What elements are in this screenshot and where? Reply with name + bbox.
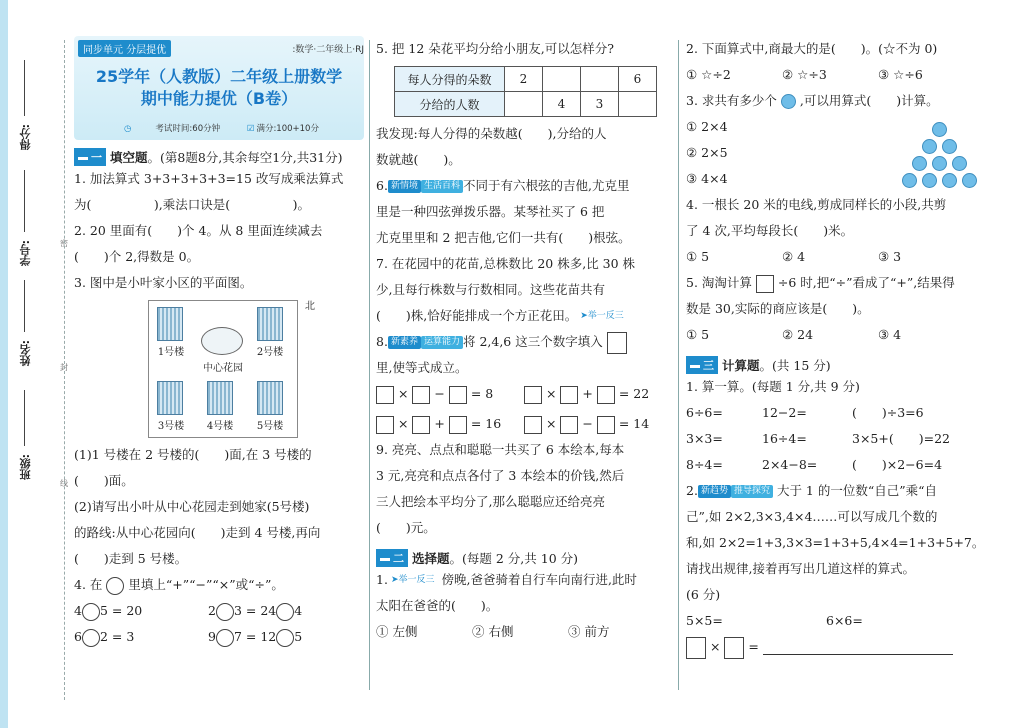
q9-line1: 9. 亮亮、点点和聪聪一共买了 6 本绘本,每本 (376, 442, 625, 457)
number-blank[interactable] (524, 416, 542, 434)
q9-line4[interactable]: ( )元。 (376, 520, 436, 535)
option-3[interactable]: ③ 3 (878, 249, 902, 264)
section-2-desc: 。(每题 2 分,共 10 分) (449, 551, 578, 566)
q1-line2[interactable]: 为( ),乘法口诀是( )。 (74, 197, 310, 212)
table-cell[interactable] (505, 92, 543, 117)
k2-line2: 己”,如 2×2,3×3,4×4……可以写成几个数的 (686, 509, 938, 524)
c3-option-2[interactable]: ② 2×5 (686, 145, 728, 160)
c1-line2[interactable]: 太阳在爸爸的( )。 (376, 598, 499, 613)
circle-icon (922, 173, 937, 188)
c2-options (686, 62, 986, 88)
circle-icon (932, 122, 947, 137)
new-trend-tag: 新趋势 (698, 485, 731, 498)
score-line (24, 60, 25, 116)
q6-line3[interactable]: 尤克里里和 2 把吉他,它们一共有( )根弦。 (376, 230, 631, 245)
k2-examples (686, 608, 986, 634)
q5-line3[interactable]: 数就越( )。 (376, 152, 461, 167)
q8-equations-row2: × + = 16 × − = 14 (376, 411, 670, 437)
number-blank[interactable] (376, 416, 394, 434)
circle-icon (952, 156, 967, 171)
box-icon (607, 332, 627, 354)
exam-meta (124, 122, 343, 134)
exam-score: 满分:100+10分 (256, 124, 319, 134)
circle-icon (922, 139, 937, 154)
margin-color-bar (0, 0, 8, 728)
subject-grade-label: :数学·二年级上·RJ (292, 45, 364, 55)
c4-options (686, 244, 986, 270)
number-blank[interactable] (449, 416, 467, 434)
c4-line2[interactable]: 了 4 次,平均每段长( )米。 (686, 223, 854, 238)
bind-mark-line: 线 (60, 479, 68, 488)
circle-icon (942, 173, 957, 188)
q6-line2: 里是一种四弦弹拨乐器。某琴社买了 6 把 (376, 204, 605, 219)
bind-mark-close: 封 (60, 363, 68, 372)
number-blank[interactable] (597, 416, 615, 434)
circle-icon (962, 173, 977, 188)
calc-item[interactable]: 2×4−8= (762, 457, 818, 472)
row1-header: 每人分得的朵数 (395, 67, 505, 92)
central-garden-icon (201, 327, 243, 355)
operator-blank[interactable] (276, 629, 294, 647)
number-blank[interactable] (524, 386, 542, 404)
binding-dash-line (64, 40, 65, 700)
section-3-title: 计算题 (722, 358, 760, 373)
number-blank[interactable] (560, 386, 578, 404)
building-5-icon (257, 381, 283, 415)
k2-line1: 2. 新趋势 推导探究 大于 1 的一位数“自己”乘“自 (686, 483, 938, 498)
c3-option-3[interactable]: ③ 4×4 (686, 171, 728, 186)
circle-icon (781, 94, 796, 109)
calc-item[interactable]: 3×5+( )=22 (852, 431, 950, 446)
q8-equations-row1: × − = 8 × + = 22 (376, 381, 670, 407)
option-1[interactable]: ① 5 (686, 327, 710, 342)
bind-mark-seal: 密 (60, 239, 68, 248)
operator-blank[interactable] (276, 603, 294, 621)
section-3-desc: 。(共 15 分) (759, 358, 831, 373)
option-2[interactable]: ② ☆÷3 (782, 67, 827, 82)
building-2-icon (257, 307, 283, 341)
q5-line2[interactable]: 我发现:每人分得的朵数越( ),分给的人 (376, 126, 607, 141)
exam-time: 考试时间:60分钟 (155, 124, 221, 134)
operator-blank[interactable] (216, 629, 234, 647)
derive-explore-tag: 推导探究 (731, 485, 773, 498)
student-id-line[interactable] (24, 170, 25, 232)
table-cell[interactable]: 6 (619, 67, 657, 92)
q4-row2: 6 2 = 3 9 7 = 12 5 (74, 624, 364, 650)
q8-line1: 8. 新素养 运算能力 将 2,4,6 这三个数字填入 (376, 329, 670, 355)
calc-item[interactable]: 12−2= (762, 405, 807, 420)
student-id-label: 学号: (19, 240, 32, 267)
q3-sub2-line1: (2)请写出小叶从中心花园走到她家(5号楼) (74, 499, 310, 514)
option-2[interactable]: ② 24 (782, 327, 814, 342)
k2-line5: (6 分) (686, 587, 721, 602)
section-1-desc: 。(第8题8分,其余每空1分,共31分) (147, 150, 343, 165)
q9-line3: 三人把绘本平均分了,那么聪聪应还给亮亮 (376, 494, 605, 509)
dash-icon (690, 365, 700, 368)
q3-sub2-line3[interactable]: ( )走到 5 号楼。 (74, 551, 188, 566)
c1-line1: 1. ➤举一反三 傍晚,爸爸骑着自行车向南行进,此时 (376, 572, 637, 587)
c5-line2[interactable]: 数是 30,实际的商应该是( )。 (686, 301, 870, 316)
building-1-label: 1号楼 (157, 347, 185, 358)
c1-options (376, 619, 670, 645)
building-5-label: 5号楼 (256, 421, 284, 432)
class-line[interactable] (24, 390, 25, 446)
section-3-heading (686, 356, 986, 374)
life-encyclopedia-tag: 生活百科 (421, 180, 463, 193)
table-row (395, 67, 657, 92)
q5-line1: 5. 把 12 朵花平均分给小朋友,可以怎样分? (376, 41, 614, 56)
binding-margin (0, 0, 60, 728)
c5-line1: 5. 淘淘计算 ÷6 时,把“÷”看成了“+”,结果得 (686, 270, 986, 296)
option-1[interactable]: ① ☆÷2 (686, 67, 731, 82)
k1-row2 (686, 426, 986, 452)
q1-line1: 1. 加法算式 3+3+3+3+3=15 改写成乘法算式 (74, 171, 344, 186)
k2-line4: 请找出规律,接着再写出几道这样的算式。 (686, 561, 915, 576)
section-1-heading (74, 148, 364, 166)
central-garden-label: 中心花园 (203, 363, 243, 374)
option-2[interactable]: ② 4 (782, 249, 806, 264)
circle-icon (932, 156, 947, 171)
q3-sub2-line2[interactable]: 的路线:从中心花园向( )走到 4 号楼,再向 (74, 525, 321, 540)
clock-icon: ◷ (124, 124, 132, 134)
q7-line2: 少,且每行株数与行数相同。这些花苗共有 (376, 282, 605, 297)
section-2-badge: 二 (376, 549, 408, 567)
operator-blank[interactable] (82, 603, 100, 621)
operator-blank[interactable] (82, 629, 100, 647)
q9-line2: 3 元,亮亮和点点各付了 3 本绘本的价钱,然后 (376, 468, 625, 483)
building-3-icon (157, 381, 183, 415)
unit-tag: 同步单元 分层提优 (78, 40, 171, 57)
dash-icon (380, 558, 390, 561)
section-1-badge: 一 (74, 148, 106, 166)
k1-row3 (686, 452, 986, 478)
number-blank[interactable] (376, 386, 394, 404)
option-1[interactable]: ① 左侧 (376, 624, 418, 639)
c4-line1: 4. 一根长 20 米的电线,剪成同样长的小段,共剪 (686, 197, 947, 212)
k2-answer-row: × = (686, 634, 986, 660)
table-cell[interactable]: 3 (581, 92, 619, 117)
q4-row1: 4 5 = 20 2 3 = 24 4 (74, 598, 364, 624)
c5-options (686, 322, 986, 348)
exam-title-line2: 期中能力提优（B卷） (140, 89, 298, 108)
building-1-icon (157, 307, 183, 341)
north-label: 北 (305, 301, 315, 312)
class-label: 班级: (19, 454, 32, 481)
column-divider-1 (369, 40, 370, 690)
calc-item[interactable]: 16÷4= (762, 431, 807, 446)
column-2 (376, 36, 670, 645)
calc-item[interactable]: 6×6= (826, 613, 863, 628)
number-blank[interactable] (560, 416, 578, 434)
calc-item[interactable]: 3×3= (686, 431, 723, 446)
building-4-label: 4号楼 (206, 421, 234, 432)
number-blank[interactable] (597, 386, 615, 404)
table-cell[interactable] (619, 92, 657, 117)
calc-item[interactable]: ( )÷3=6 (852, 405, 924, 420)
number-blank[interactable] (412, 416, 430, 434)
q2-line1[interactable]: 2. 20 里面有( )个 4。从 8 里面连续减去 (74, 223, 323, 238)
calc-item[interactable]: 8÷4= (686, 457, 723, 472)
column-divider-2 (678, 40, 679, 690)
c3-line1[interactable]: 3. 求共有多少个 ,可以用算式( )计算。 (686, 93, 939, 108)
table-cell[interactable] (581, 67, 619, 92)
q8-line2: 里,使等式成立。 (376, 360, 468, 375)
c2-line1[interactable]: 2. 下面算式中,商最大的是( )。(☆不为 0) (686, 41, 938, 56)
calc-ability-tag: 运算能力 (421, 336, 463, 349)
box-icon (756, 275, 774, 293)
number-blank[interactable] (412, 386, 430, 404)
k2-line3: 和,如 2×2=1+3,3×3=1+3+5,4×4=1+3+5+7。 (686, 535, 985, 550)
dash-icon (78, 157, 88, 160)
name-label: 姓名: (19, 340, 32, 367)
name-line[interactable] (24, 280, 25, 332)
new-context-tag: 新情境 (388, 180, 421, 193)
section-3-badge: 三 (686, 356, 718, 374)
table-row (395, 92, 657, 117)
section-1-title: 填空题 (110, 150, 148, 165)
row2-header: 分给的人数 (395, 92, 505, 117)
flower-distribution-table (394, 66, 657, 117)
calc-item[interactable]: 6÷6= (686, 405, 723, 420)
circle-icon (912, 156, 927, 171)
option-3[interactable]: ③ ☆÷6 (878, 67, 923, 82)
option-2[interactable]: ② 右侧 (472, 624, 514, 639)
q4-instruction: 4. 在 里填上“+”“−”“×”或“÷”。 (74, 572, 364, 598)
section-2-title: 选择题 (412, 551, 450, 566)
option-1[interactable]: ① 5 (686, 249, 710, 264)
building-2-label: 2号楼 (256, 347, 284, 358)
extend-practice-tag: ➤举一反三 (390, 575, 435, 585)
q3-sub1-line1[interactable]: (1)1 号楼在 2 号楼的( )面,在 3 号楼的 (74, 447, 312, 462)
number-blank[interactable] (449, 386, 467, 404)
q3-sub1-line2[interactable]: ( )面。 (74, 473, 134, 488)
k1-row1 (686, 400, 986, 426)
operator-blank[interactable] (216, 603, 234, 621)
exam-header (74, 36, 364, 140)
number-blank[interactable] (686, 637, 706, 659)
exam-title-line1: 25学年（人教版）二年级上册数学 (95, 67, 343, 86)
circle-icon (902, 173, 917, 188)
building-4-icon (207, 381, 233, 415)
column-1 (74, 36, 364, 650)
community-plan-map (148, 300, 315, 438)
q2-line2[interactable]: ( )个 2,得数是 0。 (74, 249, 200, 264)
calc-item[interactable]: ( )×2−6=4 (852, 457, 943, 472)
number-blank[interactable] (724, 637, 744, 659)
table-cell[interactable]: 4 (543, 92, 581, 117)
operator-circle-icon (106, 577, 124, 595)
extend-practice-tag: ➤举一反三 (580, 311, 624, 321)
q6-line1: 6. 新情境 生活百科 不同于有六根弦的吉他,尤克里 (376, 178, 630, 193)
check-icon: ☑ (246, 124, 255, 134)
q3-line1: 3. 图中是小叶家小区的平面图。 (74, 275, 253, 290)
circle-icon (942, 139, 957, 154)
calc-item[interactable]: 5×5= (686, 613, 723, 628)
k1-line1: 1. 算一算。(每题 1 分,共 9 分) (686, 379, 860, 394)
q7-line3[interactable]: ( )株,恰好能排成一个方正花田。 ➤举一反三 (376, 303, 670, 329)
table-cell[interactable] (543, 67, 581, 92)
q7-line1: 7. 在花园中的花苗,总株数比 20 株多,比 30 株 (376, 256, 636, 271)
table-cell[interactable]: 2 (505, 67, 543, 92)
option-3[interactable]: ③ 4 (878, 327, 902, 342)
score-label: 得分: (19, 124, 32, 151)
section-2-heading (376, 549, 670, 567)
circle-triangle-figure (900, 120, 980, 190)
c3-option-1[interactable]: ① 2×4 (686, 119, 728, 134)
new-literacy-tag: 新素养 (388, 336, 421, 349)
building-3-label: 3号楼 (157, 421, 185, 432)
answer-line[interactable] (763, 641, 953, 655)
option-3[interactable]: ③ 前方 (568, 624, 610, 639)
